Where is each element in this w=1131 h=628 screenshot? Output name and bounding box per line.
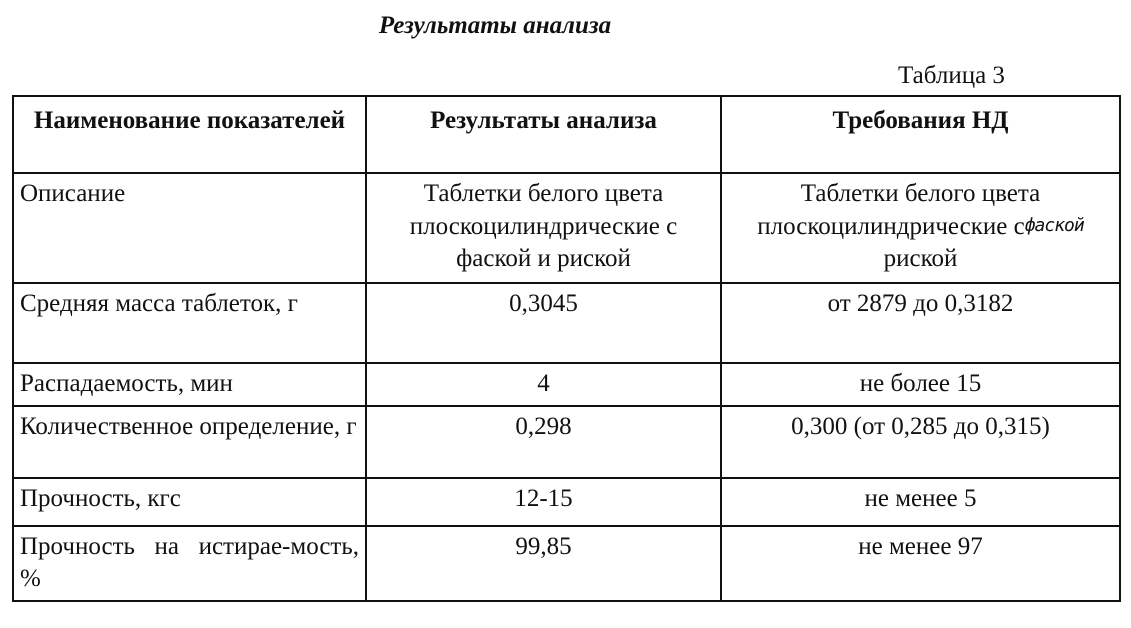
cell-quantitative-result: 0,298 [366, 406, 721, 478]
cell-disintegration-requirement: не более 15 [721, 363, 1120, 406]
cell-abrasion-name: Прочность на истирае-мость, % [13, 526, 366, 601]
cell-disintegration-name: Распадаемость, мин [13, 363, 366, 406]
cell-mass-name: Средняя масса таблеток, г [13, 283, 366, 363]
header-result: Результаты анализа [366, 96, 721, 173]
cell-quantitative-requirement: 0,300 (от 0,285 до 0,315) [721, 406, 1120, 478]
cell-disintegration-result: 4 [366, 363, 721, 406]
table-row-disintegration [13, 363, 1120, 406]
cell-description-result: Таблетки белого цвета плоскоцилиндрические с фаской и риской [366, 173, 721, 283]
header-name: Наименование показателей [13, 96, 366, 173]
cell-description-name: Описание [13, 173, 366, 283]
table-row-strength [13, 478, 1120, 526]
header-requirement: Требования НД [721, 96, 1120, 173]
description-requirement-tail: риской [883, 245, 958, 272]
table-number-label: Таблица 3 [898, 62, 1005, 89]
cell-mass-result: 0,3045 [366, 283, 721, 363]
table-row-description [13, 173, 1120, 283]
cell-mass-requirement: от 2879 до 0,3182 [721, 283, 1120, 363]
results-table [12, 95, 1121, 602]
cell-strength-requirement: не менее 5 [721, 478, 1120, 526]
table-header-row [13, 96, 1120, 173]
table-row-abrasion [13, 526, 1120, 601]
document-title: Результаты анализа [378, 12, 612, 39]
handwritten-insert: фаской [1024, 214, 1084, 236]
cell-description-requirement [721, 173, 1120, 283]
table-row-mass [13, 283, 1120, 363]
cell-abrasion-requirement: не менее 97 [721, 526, 1120, 601]
cell-strength-result: 12-15 [366, 478, 721, 526]
description-requirement-text: Таблетки белого цвета плоскоцилиндрические с [757, 180, 1041, 240]
cell-abrasion-result: 99,85 [366, 526, 721, 601]
cell-strength-name: Прочность, кгс [13, 478, 366, 526]
cell-quantitative-name: Количественное определение, г [13, 406, 366, 478]
table-row-quantitative [13, 406, 1120, 478]
